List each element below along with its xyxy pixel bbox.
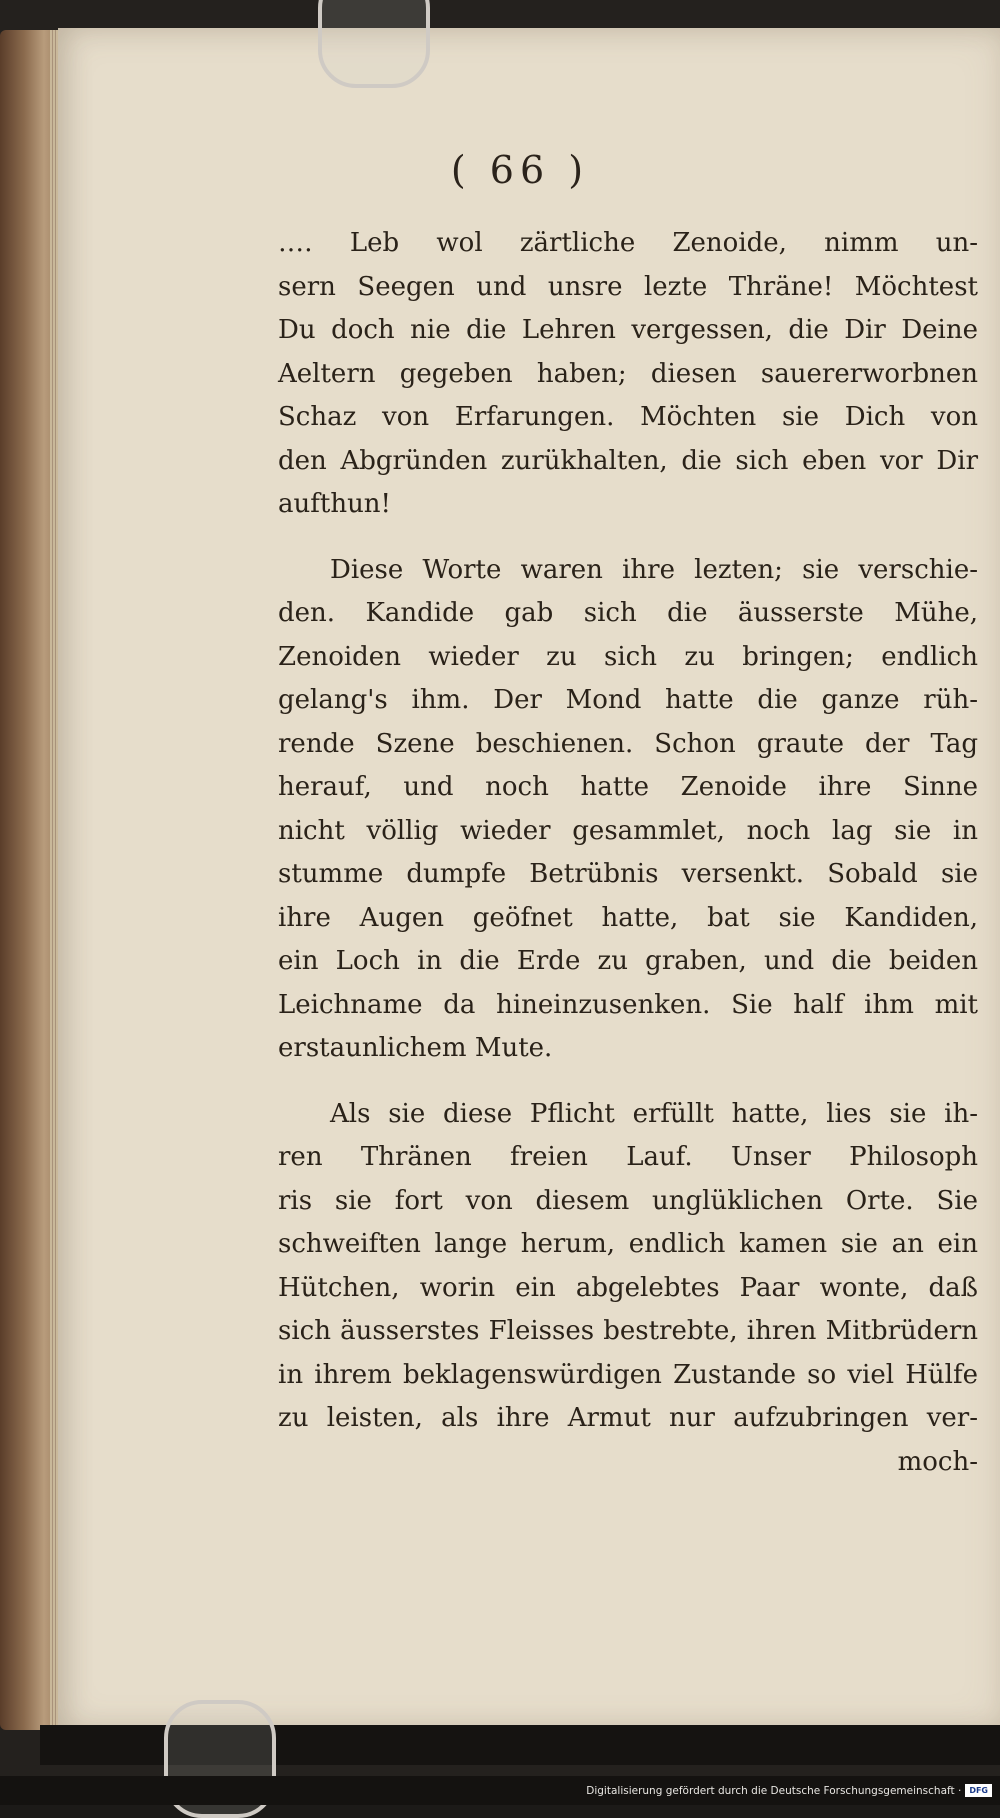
- text-line: Zenoiden wieder zu sich zu bringen; endlich: [278, 641, 978, 672]
- paragraph-first-line: Diese Worte waren ihre lezten; sie verschie-: [330, 554, 978, 585]
- text-line: rende Szene beschienen. Schon graute der Tag: [278, 728, 978, 759]
- text-line: in ihrem beklagenswürdigen Zustande so viel Hülfe: [278, 1359, 978, 1390]
- catchword: moch-: [897, 1446, 978, 1477]
- footer-credit: [586, 1784, 992, 1797]
- text-line: herauf, und noch hatte Zenoide ihre Sinne: [278, 772, 978, 802]
- text-line: stumme dumpfe Betrübnis versenkt. Sobald sie: [278, 859, 978, 889]
- text-line: aufthun!: [278, 489, 392, 519]
- text-line: zu leisten, als ihre Armut nur aufzubringen ver-: [278, 1403, 978, 1433]
- footer-credit-text: Digitalisierung gefördert durch die Deutsche Forschungsgemeinschaft ·: [586, 1784, 962, 1797]
- text-line: den. Kandide gab sich die äusserste Mühe,: [278, 598, 978, 628]
- top-page-clip: [318, 0, 430, 88]
- page-number: ( 66 ): [450, 148, 590, 192]
- text-line: ihre Augen geöfnet hatte, bat sie Kandiden,: [278, 902, 978, 933]
- page-text: [278, 222, 978, 1484]
- text-line: schweiften lange herum, endlich kamen sie an ein: [278, 1229, 978, 1259]
- text-line: erstaunlichem Mute.: [278, 1033, 553, 1063]
- paragraph-first-line: Als sie diese Pflicht erfüllt hatte, lies sie ih-: [330, 1098, 978, 1129]
- text-line: ren Thränen freien Lauf. Unser Philosoph: [278, 1142, 978, 1172]
- text-line: nicht völlig wieder gesammlet, noch lag sie in: [278, 815, 978, 846]
- text-line: sich äusserstes Fleisses bestrebte, ihren Mitbrüdern: [278, 1316, 978, 1346]
- text-line: Schaz von Erfarungen. Möchten sie Dich von: [278, 402, 978, 432]
- text-line: ris sie fort von diesem unglüklichen Orte. Sie: [278, 1185, 978, 1216]
- text-line: den Abgründen zurükhalten, die sich eben vor Dir: [278, 445, 978, 476]
- text-line: ‥‥ Leb wol zärtliche Zenoide, nimm un-: [278, 228, 978, 258]
- text-line: ein Loch in die Erde zu graben, und die beiden: [278, 946, 978, 976]
- text-line: sern Seegen und unsre lezte Thräne! Möchtest: [278, 271, 978, 302]
- text-line: Du doch nie die Lehren vergessen, die Dir Deine: [278, 315, 978, 345]
- text-line: gelang's ihm. Der Mond hatte die ganze rüh-: [278, 685, 978, 715]
- text-line: Aeltern gegeben haben; diesen sauererworbnen: [278, 358, 978, 389]
- dfg-logo-icon: DFG: [965, 1784, 992, 1797]
- text-line: Leichname da hineinzusenken. Sie half ihm mit: [278, 989, 978, 1020]
- text-line: Hütchen, worin ein abgelebtes Paar wonte, daß: [278, 1272, 978, 1303]
